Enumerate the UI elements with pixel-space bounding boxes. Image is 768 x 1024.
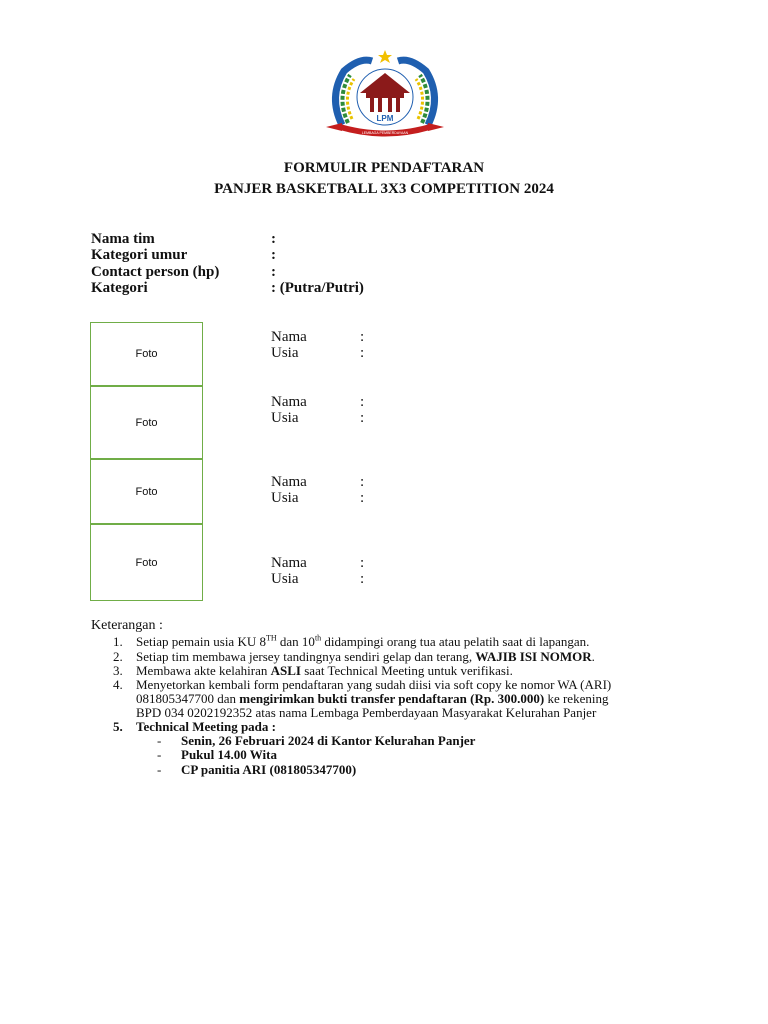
player-age-label: Usia <box>271 490 299 506</box>
sub-item: Pukul 14.00 Wita <box>181 747 277 762</box>
note-item: Technical Meeting pada : <box>136 719 276 734</box>
player-age-value[interactable]: : <box>360 490 365 506</box>
player-name-value[interactable]: : <box>360 394 365 410</box>
age-category-value[interactable]: : <box>271 247 276 263</box>
player-name-value[interactable]: : <box>360 329 365 345</box>
contact-person-label: Contact person (hp) <box>91 264 220 280</box>
logo-text: LPM <box>376 114 394 123</box>
photo-label: Foto <box>135 556 158 569</box>
player-name-label: Nama <box>271 329 307 345</box>
player-age-value[interactable]: : <box>360 410 365 426</box>
team-name-value[interactable]: : <box>271 231 276 247</box>
logo-ribbon-text: LEMBAGA PEMBERDAYAAN <box>361 131 409 135</box>
photo-label: Foto <box>135 416 158 429</box>
note-number: 2. <box>113 649 123 664</box>
photo-box[interactable] <box>90 459 203 524</box>
note-number: 5. <box>113 719 123 734</box>
photo-label: Foto <box>135 485 158 498</box>
note-item: Setiap pemain usia KU 8TH dan 10th didampingi orang tua atau pelatih saat di lapangan. <box>136 633 590 649</box>
category-label: Kategori <box>91 280 148 296</box>
player-name-label: Nama <box>271 394 307 410</box>
note-item: Membawa akte kelahiran ASLI saat Technical Meeting untuk verifikasi. <box>136 663 513 678</box>
player-name-label: Nama <box>271 555 307 571</box>
note-number: 3. <box>113 663 123 678</box>
team-name-label: Nama tim <box>91 231 155 247</box>
player-age-label: Usia <box>271 571 299 587</box>
player-age-label: Usia <box>271 410 299 426</box>
photo-box[interactable] <box>90 386 203 459</box>
category-value[interactable]: : (Putra/Putri) <box>271 280 364 296</box>
player-age-value[interactable]: : <box>360 571 365 587</box>
sub-item: Senin, 26 Februari 2024 di Kantor Kelurahan Panjer <box>181 733 476 748</box>
note-number: 4. <box>113 677 123 692</box>
note-item-continued: 081805347700 dan mengirimkan bukti transfer pendaftaran (Rp. 300.000) ke rekening <box>136 691 609 706</box>
note-number: 1. <box>113 634 123 649</box>
lpm-logo <box>320 47 450 139</box>
player-name-value[interactable]: : <box>360 555 365 571</box>
form-title: FORMULIR PENDAFTARAN <box>283 160 485 176</box>
note-item: Setiap tim membawa jersey tandingnya sendiri gelap dan terang, WAJIB ISI NOMOR. <box>136 649 595 664</box>
player-age-label: Usia <box>271 345 299 361</box>
note-item: Menyetorkan kembali form pendaftaran yang sudah diisi via soft copy ke nomor WA (ARI) <box>136 677 612 692</box>
sub-item-dash: - <box>157 733 162 748</box>
sub-item-dash: - <box>157 747 162 762</box>
photo-box[interactable] <box>90 524 203 601</box>
sub-item: CP panitia ARI (081805347700) <box>181 762 357 777</box>
contact-person-value[interactable]: : <box>271 264 276 280</box>
form-subtitle: PANJER BASKETBALL 3X3 COMPETITION 2024 <box>214 181 554 197</box>
player-name-value[interactable]: : <box>360 474 365 490</box>
sub-item-dash: - <box>157 762 162 777</box>
photo-label: Foto <box>135 348 158 360</box>
photo-box[interactable] <box>90 322 203 386</box>
note-item-continued: BPD 034 0202192352 atas nama Lembaga Pemberdayaan Masyarakat Kelurahan Panjer <box>136 705 597 720</box>
notes-heading: Keterangan : <box>91 618 163 633</box>
age-category-label: Kategori umur <box>91 247 188 263</box>
player-name-label: Nama <box>271 474 307 490</box>
player-age-value[interactable]: : <box>360 345 365 361</box>
